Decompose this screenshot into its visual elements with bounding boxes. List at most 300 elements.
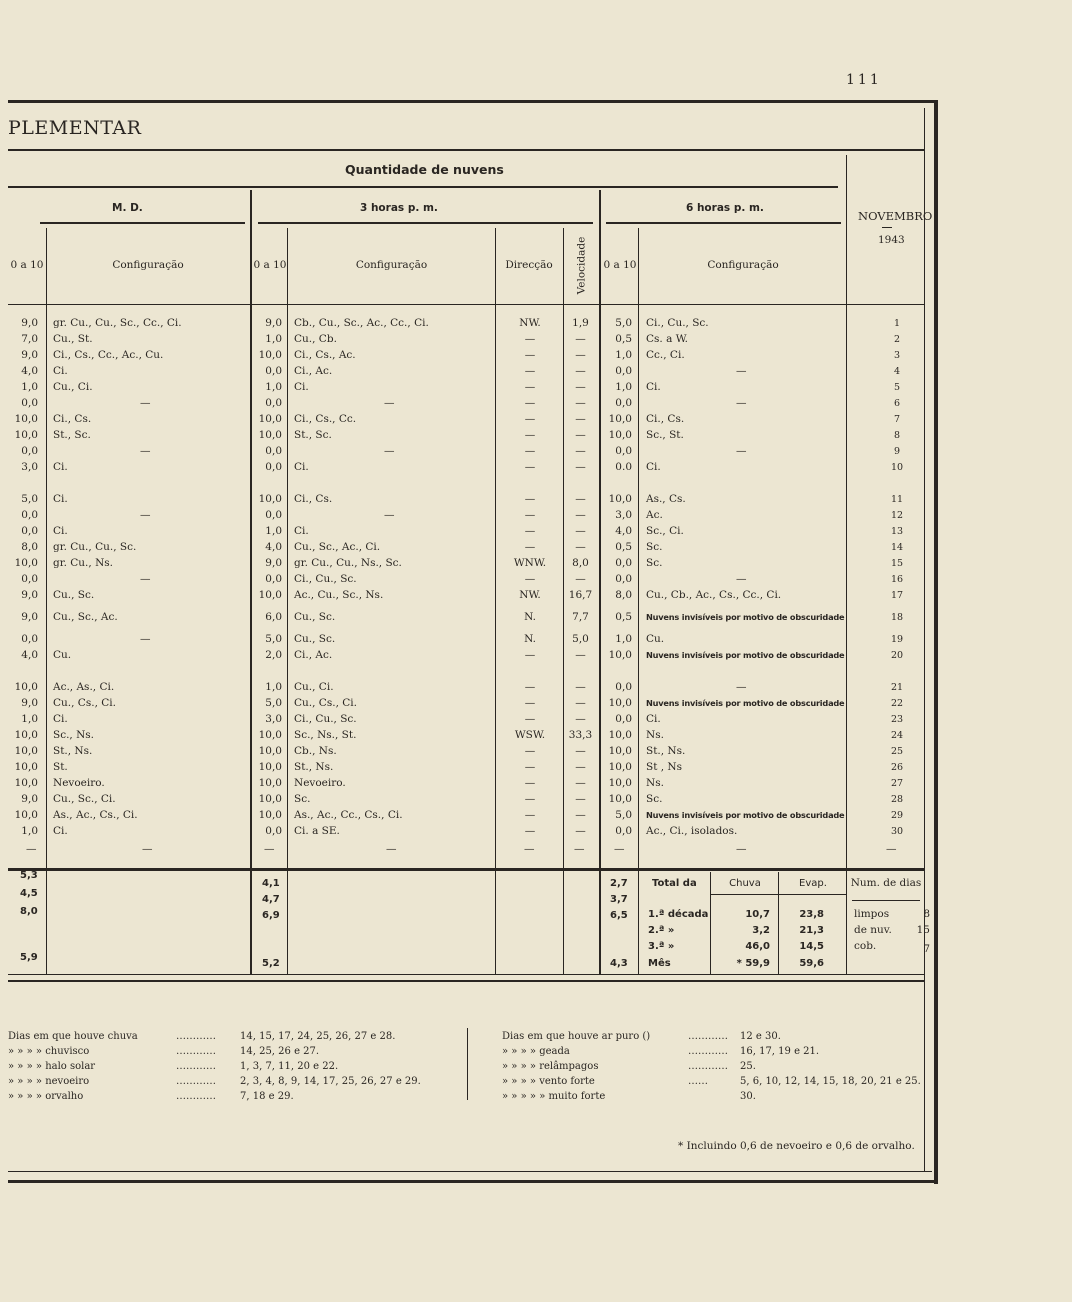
day-number: 5 [893,382,901,393]
period-chuva: 10,7 [745,909,770,920]
p3-value: 5,0 [265,633,282,645]
day-number: 20 [890,650,904,661]
p6-value: 10,0 [608,793,632,805]
md-value: 0,0 [21,633,38,645]
direction: — [524,681,536,693]
md-config: Cu., St. [53,333,93,345]
md-value: 0,0 [21,397,38,409]
direction: — [524,573,536,585]
p3-config: Sc. [294,793,311,805]
p6-config: Nuvens invisíveis por motivo de obscuridade [646,810,845,820]
velocity: — [575,333,586,345]
day-number: 26 [890,762,904,773]
header-rule [8,304,924,305]
p6-config: As., Cs. [646,493,686,505]
p3-value: 10,0 [258,493,282,505]
col-scale-6pm: 0 a 10 [603,259,637,271]
note-dots: ………… [176,1031,216,1042]
direction: — [524,461,536,473]
md-config: St., Sc. [53,429,91,441]
p6-value: 5,0 [615,809,632,821]
p3-config: Ci., Cs. [294,493,333,505]
p3-config: gr. Cu., Cu., Ns., Sc. [294,557,402,569]
p6-value: 10,0 [608,429,632,441]
col-config-6pm: Configuração [707,259,779,271]
p6-value: 10,0 [608,745,632,757]
md-config: Cu. [53,649,72,661]
note-dots: ………… [176,1046,216,1057]
p6-value: 0,5 [615,541,632,553]
md-value: 9,0 [21,589,38,601]
direction: — [524,745,536,757]
title-rule [8,149,924,151]
p6-value: 3,0 [615,509,632,521]
p6-value: 0,0 [615,397,632,409]
page-title: PLEMENTAR [8,117,142,139]
p6-config: Ci. [646,461,661,473]
month-label: NOVEMBRO [858,209,933,223]
velocity: — [575,349,586,361]
direction: — [524,493,536,505]
p3-value: 2,0 [265,649,282,661]
direction: — [524,649,536,661]
p6-config: — [736,365,747,377]
p3-config: — [384,509,395,521]
vline-3 [287,228,288,974]
note-value: 30. [740,1091,756,1102]
p3-value: 10,0 [258,793,282,805]
p3-config: Ci., Ac. [294,365,333,377]
p3-config: Sc., Ns., St. [294,729,357,741]
summary-rule [8,868,924,871]
brace-md [40,222,245,224]
md-value: 4,0 [21,649,38,661]
md-value: 0,0 [21,573,38,585]
p3-value: 1,0 [265,333,282,345]
direction: N. [524,611,536,623]
note-label: » » » » halo solar [8,1061,96,1072]
note-value: 16, 17, 19 e 21. [740,1046,820,1057]
direction: — [524,365,536,377]
bottom-rule [8,1180,938,1183]
md-config: As., Ac., Cs., Ci. [53,809,138,821]
velocity: 33,3 [568,729,593,741]
table-bottom-rule [8,974,924,975]
velocity: — [575,809,586,821]
p6-value: 1,0 [615,633,632,645]
p3-value: 3,0 [265,713,282,725]
p3-config: Ci. [294,525,309,537]
day-number: 30 [890,826,904,837]
md-config: Ac., As., Ci. [53,681,115,693]
period-label: 1.ª década [648,909,709,920]
note-label: » » » » chuvisco [8,1046,90,1057]
md-value: 10,0 [14,745,38,757]
velocity: 5,0 [572,633,589,645]
note-label: » » » » vento forte [502,1076,595,1087]
md-value: 0,0 [21,525,38,537]
p3-value: 0,0 [265,825,282,837]
p3-config: Ci., Cu., Sc. [294,713,357,725]
day-number: 29 [890,810,904,821]
md-config: Ci. [53,493,68,505]
direction: — [524,713,536,725]
p6-value: 0,0 [615,445,632,457]
table-bottom-rule-2 [8,980,924,982]
p3-value: 0,0 [265,509,282,521]
p3-summary: 5,2 [262,958,280,969]
md-value: 4,0 [21,365,38,377]
note-value: 5, 6, 10, 12, 14, 15, 18, 20, 21 e 25. [740,1076,921,1087]
md-summary: 8,0 [20,906,38,917]
p6-value: 10,0 [608,729,632,741]
section-rule [8,186,838,188]
md-config: Ci. [53,825,68,837]
p3-summary: 4,7 [262,894,280,905]
p3-value: 0,0 [265,573,282,585]
period-evap: 59,6 [799,958,824,969]
day-number: 12 [890,510,904,521]
p6-summary: 3,7 [610,894,628,905]
p3-config: Ci., Cs., Ac. [294,349,356,361]
p6-config: Nuvens invisíveis por motivo de obscuridade [646,650,845,660]
p6-config: Ns. [646,729,664,741]
p6-value: 10,0 [608,761,632,773]
note-label: » » » » » muito forte [502,1091,606,1102]
chuva-evap-rule [710,894,846,895]
direction: N. [524,633,536,645]
p6-config: Sc. [646,557,663,569]
p3-summary: 6,9 [262,910,280,921]
p3-value: 9,0 [265,557,282,569]
limpos-value: 8 [923,908,930,920]
col-scale-3pm: 0 a 10 [253,259,287,271]
velocity: — [575,777,586,789]
day-number: 22 [890,698,904,709]
p3-summary: 4,1 [262,878,280,889]
p3-config: Cu., Cb. [294,333,337,345]
p6-value: 5,0 [615,317,632,329]
note-label: Dias em que houve chuva [8,1031,138,1042]
p6-value: 0,5 [615,611,632,623]
p3-config: St., Ns. [294,761,334,773]
md-config: St., Ns. [53,745,93,757]
p3-value: 10,0 [258,429,282,441]
p6-value: 0,5 [615,333,632,345]
day-number: 21 [890,682,904,693]
p3-config: As., Ac., Cc., Cs., Ci. [294,809,403,821]
velocity: — [575,381,586,393]
md-value: 10,0 [14,681,38,693]
p3-value: 5,0 [265,697,282,709]
day-number: 3 [893,350,901,361]
md-config: gr. Cu., Cu., Sc. [53,541,137,553]
p3-config: Cu., Sc. [294,633,336,645]
day-number: 14 [890,542,904,553]
p6-config: Nuvens invisíveis por motivo de obscuridade [646,698,845,708]
md-summary: 4,5 [20,888,38,899]
period-evap: 14,5 [799,941,824,952]
vline-4 [495,228,496,974]
p3-value: 10,0 [258,729,282,741]
chuva-label: Chuva [729,878,761,889]
note-label: Dias em que houve ar puro () [502,1031,651,1042]
p3-config: Cb., Cu., Sc., Ac., Cc., Ci. [294,317,429,329]
md-config: Cu., Ci. [53,381,93,393]
md-config: Ci., Cs., Cc., Ac., Cu. [53,349,164,361]
day-number: 15 [890,558,904,569]
p6-config: Ac., Ci., isolados. [646,825,738,837]
velocity: 8,0 [572,557,589,569]
day-number: 13 [890,526,904,537]
p3-config: Cu., Sc. [294,611,336,623]
period-label: 3.ª » [648,941,675,952]
md-config: Ci. [53,525,68,537]
p6-config: Ci. [646,381,661,393]
md-config: Sc., Ns. [53,729,95,741]
top-rule [8,100,938,103]
day-number: 18 [890,612,904,623]
day-number: 2 [893,334,901,345]
note-value: 12 e 30. [740,1031,781,1042]
p3-config: — [384,397,395,409]
md-value: 1,0 [21,825,38,837]
velocity: 1,9 [572,317,589,329]
day-number: 25 [890,746,904,757]
denuv-value: 15 [916,924,930,936]
p6-config: Ns. [646,777,664,789]
p3-value: 10,0 [258,745,282,757]
direction: — [524,349,536,361]
direction: — [524,793,536,805]
note-dots: ………… [176,1061,216,1072]
velocity: — [575,525,586,537]
md-value: 0,0 [21,509,38,521]
note-dots: …… [688,1076,708,1087]
direction: — [524,413,536,425]
p3-config: Ci. a SE. [294,825,340,837]
p6-summary: 6,5 [610,910,628,921]
velocity: 16,7 [568,589,593,601]
p3-config: Ci., Ac. [294,649,333,661]
md-value: 3,0 [21,461,38,473]
total-label: Total da [652,878,697,889]
group-6pm: 6 horas p. m. [686,202,764,214]
p6-config: — [736,573,747,585]
p6-value: 10,0 [608,413,632,425]
velocity: — [575,681,586,693]
direction: — [524,697,536,709]
note-value: 14, 25, 26 e 27. [240,1046,320,1057]
group-md: M. D. [112,202,143,214]
md-summary: 5,3 [20,870,38,881]
p6-value: 10,0 [608,493,632,505]
md-value: 10,0 [14,809,38,821]
md-config: Cu., Sc., Ac. [53,611,118,623]
p6-config: St., Ns. [646,745,686,757]
p3-config: Ci. [294,381,309,393]
p6-value: 10,0 [608,697,632,709]
p3-value: 10,0 [258,413,282,425]
vline-chuva [710,872,711,974]
day-number: 8 [893,430,901,441]
p6-config: Ci. [646,713,661,725]
p6-config: St , Ns [646,761,683,773]
md-config: Ci. [53,713,68,725]
velocity: — [575,445,586,457]
bottom-inner-rule [8,1171,932,1172]
note-label: » » » » orvalho [8,1091,84,1102]
direction: — [524,381,536,393]
md-value: 7,0 [21,333,38,345]
direction: WNW. [513,557,547,569]
period-chuva: 46,0 [745,941,770,952]
md-value: 10,0 [14,557,38,569]
md-value: 9,0 [21,697,38,709]
md-value: 9,0 [21,793,38,805]
p6-summary: 2,7 [610,878,628,889]
direction: — [524,541,536,553]
section-header: Quantidade de nuvens [345,162,504,177]
evap-label: Evap. [799,878,827,889]
velocity: — [575,413,586,425]
vline-8 [846,155,847,974]
p3-value: 10,0 [258,761,282,773]
p6-value: 8,0 [615,589,632,601]
vline-7 [638,228,639,974]
direction: — [524,761,536,773]
md-config: gr. Cu., Cu., Sc., Cc., Ci. [53,317,182,329]
velocity: — [575,825,586,837]
md-config: — [140,509,151,521]
md-config: St. [53,761,68,773]
day-number: 7 [893,414,901,425]
md-value: 9,0 [21,611,38,623]
p3-value: 9,0 [265,317,282,329]
p3-config: Cu., Sc., Ac., Ci. [294,541,381,553]
month-dash [882,227,892,228]
brace-6pm [606,222,841,224]
p3-config: Cu., Cs., Ci. [294,697,357,709]
p3-config: Ac., Cu., Sc., Ns. [294,589,384,601]
p3-value: 1,0 [265,525,282,537]
p3-value: 1,0 [265,681,282,693]
day-number: 24 [890,730,904,741]
md-config: Cu., Cs., Ci. [53,697,116,709]
col-scale-md: 0 a 10 [10,259,44,271]
note-value: 25. [740,1061,756,1072]
md-config: Cu., Sc., Ci. [53,793,116,805]
p6-config: Cu. [646,633,665,645]
p6-value: 0,0 [615,557,632,569]
md-value: 5,0 [21,493,38,505]
md-config: Ci. [53,365,68,377]
md-config: Nevoeiro. [53,777,105,789]
p6-value: 1,0 [615,349,632,361]
p3-config: Ci., Cu., Sc. [294,573,357,585]
note-label: » » » » relâmpagos [502,1061,599,1072]
p6-value: 0,0 [615,713,632,725]
md-config: Ci., Cs. [53,413,92,425]
cob-label: cob. [854,940,877,952]
period-chuva: 3,2 [752,925,770,936]
velocity: — [575,649,586,661]
direction: NW. [519,317,541,329]
note-value: 7, 18 e 29. [240,1091,294,1102]
direction: — [524,445,536,457]
velocity: 7,7 [572,611,589,623]
velocity: — [575,397,586,409]
p3-value: 6,0 [265,611,282,623]
p3-config: Cu., Ci. [294,681,334,693]
p6-summary: 4,3 [610,958,628,969]
p3-value: 4,0 [265,541,282,553]
md-config: — [140,445,151,457]
p6-config: Cs. a W. [646,333,688,345]
p6-config: Sc., Ci. [646,525,684,537]
p6-config: — [736,445,747,457]
direction: — [524,397,536,409]
p3-value: 0,0 [265,365,282,377]
velocity: — [575,541,586,553]
md-value: 10,0 [14,729,38,741]
p6-value: 4,0 [615,525,632,537]
p6-value: 0,0 [615,573,632,585]
day-number: 27 [890,778,904,789]
col-config-3pm: Configuração [355,259,428,271]
note-label: » » » » nevoeiro [8,1076,90,1087]
md-config: Cu., Sc. [53,589,95,601]
md-value: 8,0 [21,541,38,553]
note-dots: ………… [176,1076,216,1087]
p3-value: 10,0 [258,809,282,821]
vline-1 [46,228,47,974]
md-value: 10,0 [14,777,38,789]
p3-config: St., Sc. [294,429,332,441]
note-label: » » » » geada [502,1046,570,1057]
col-direction: Direcção [505,259,553,271]
p3-config: Ci., Cs., Cc. [294,413,357,425]
note-value: 2, 3, 4, 8, 9, 14, 17, 25, 26, 27 e 29. [240,1076,421,1087]
day-number: 11 [890,494,904,505]
p3-value: 10,0 [258,589,282,601]
direction: — [524,429,536,441]
day-number: 10 [890,462,904,473]
direction: — [524,825,536,837]
cob-value: 7 [923,943,930,955]
note-value: 1, 3, 7, 11, 20 e 22. [240,1061,339,1072]
vline-evap [778,872,779,974]
md-config: — [140,633,151,645]
p3-config: — [384,445,395,457]
p6-value: 0,0 [615,825,632,837]
note-value: 14, 15, 17, 24, 25, 26, 27 e 28. [240,1031,396,1042]
p6-value: 10,0 [608,649,632,661]
p6-config: Cc., Ci. [646,349,685,361]
p6-config: — [736,681,747,693]
md-value: 9,0 [21,317,38,329]
direction: WSW. [514,729,546,741]
p6-config: Sc., St. [646,429,684,441]
note-dots: ………… [688,1046,728,1057]
day-number: 28 [890,794,904,805]
md-value: 9,0 [21,349,38,361]
day-number: 6 [893,398,901,409]
note-dots: ………… [688,1061,728,1072]
footnote: * Incluindo 0,6 de nevoeiro e 0,6 de orvalho. [678,1140,915,1152]
limpos-label: limpos [854,908,890,920]
day-number: 9 [893,446,901,457]
